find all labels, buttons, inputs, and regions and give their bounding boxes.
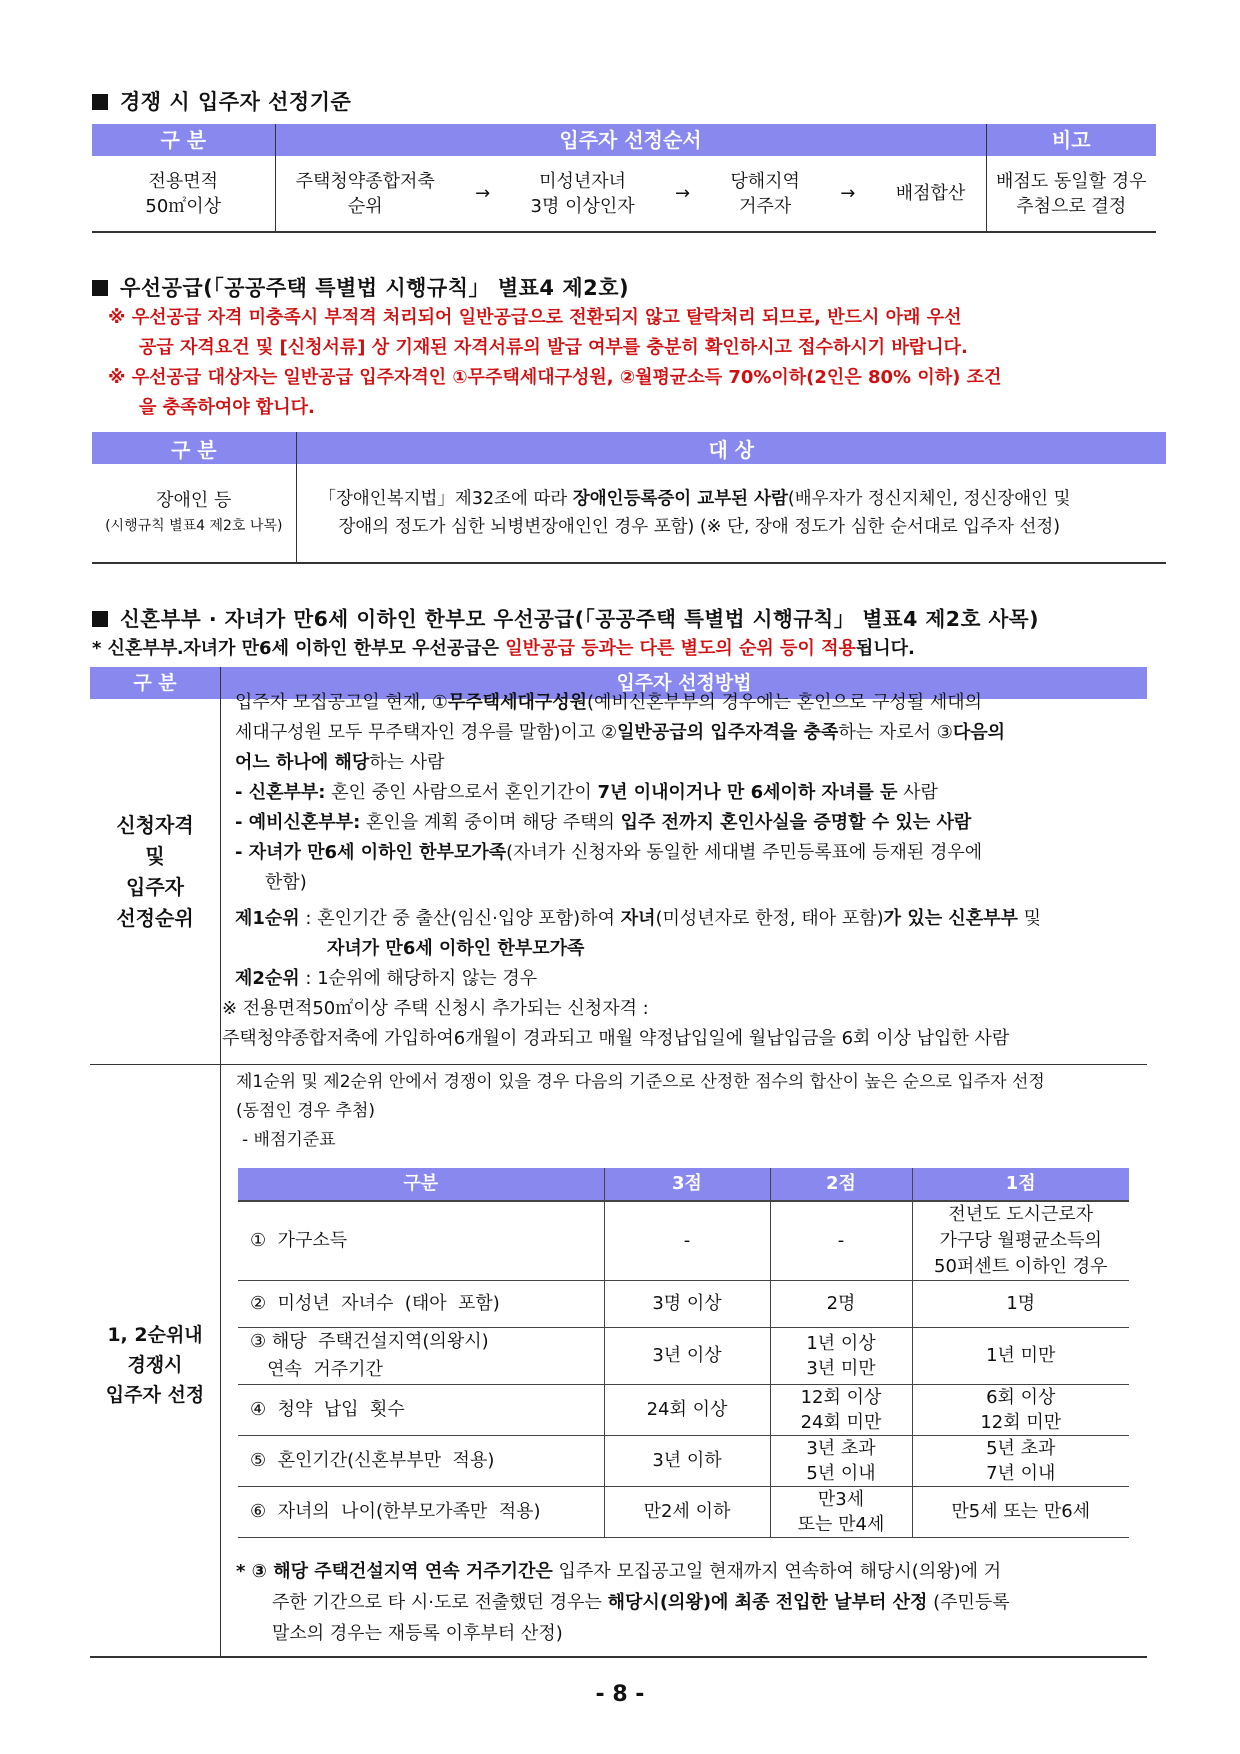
table-header: 비고 [986, 124, 1156, 156]
competition-label: 1, 2순위내 경쟁시 입주자 선정 [105, 1324, 205, 1406]
table-cell: ① 가구소득 [238, 1201, 604, 1281]
priority-supply-table [92, 432, 1166, 564]
flow-step: 미성년자녀 3명 이상인자 [530, 170, 635, 217]
table-cell: 1년 이상 3년 미만 [770, 1328, 912, 1385]
section3-subnote: * 신혼부부․자녀가 만6세 이하인 한부모 우선공급은 일반공급 등과는 다른 별도의 순위 등이 적용됩니다. [92, 638, 915, 659]
square-bullet-icon [92, 611, 108, 627]
table-row [238, 1281, 1129, 1328]
table-bottom-border [90, 1656, 1147, 1658]
table-cell: - [604, 1201, 770, 1281]
square-bullet-icon [92, 94, 108, 110]
list-item: - 자녀가 만6세 이하인 한부모가족(자녀가 신청자와 동일한 세대별 주민등록표에 등재된 경우에 [235, 842, 983, 863]
note-cell: 배점도 동일할 경우 추첨으로 결정 [995, 170, 1147, 217]
warning-line: 을 충족하여야 합니다. [139, 397, 315, 418]
arrow-right-icon: → [674, 183, 691, 204]
selection-flow [276, 169, 986, 219]
table-cell: ⑥ 자녀의 나이(한부모가족만 적용) [238, 1487, 604, 1538]
section2-title: 우선공급(「공공주택 특별법 시행규칙」 별표4 제2호) [92, 272, 629, 302]
square-bullet-icon [92, 280, 108, 296]
table-header: 구 분 [92, 432, 296, 464]
table-cell: 5년 초과 7년 이내 [912, 1436, 1129, 1487]
table-cell: 3년 이하 [604, 1436, 770, 1487]
table-row [238, 1487, 1129, 1538]
eligibility-content: 입주자 모집공고일 현재, ①무주택세대구성원(예비신혼부부의 경우에는 혼인으로 구성될 세대의 세대구성원 모두 무주택자인 경우를 말함)이고 ②일반공급의 입주자격을 충족하는 자로서 ③다음의 어느 하나에 해당하는 사람 - 신혼부부: 혼인 중인 사람으로서 혼인기간이 7년 이내이거나 만 6세이하 자녀를 둔 사람 - 예비신혼부부: 혼인을 계획 중이며 해당 주택의 입주 전까지 혼인사실을 증명할 수 있는 사람 - 자녀가 만6세 이하인 한부모가족(자녀가 신청자와 동일한 세대별 주민등록표에 등재된 경우에 한함) 제1순위 : 혼인기간 중 출산(임신·입양 포함)하여 자녀(미성년자로 한정, 태아 포함)가 있는 신혼부부 및 자녀가 만6세 이하인 한부모가족 제2순위 : 1순위에 해당하지 않는 경우 ※ 전용면적50㎡이상 주택 신청시 추가되는 신청자격 : 주택청약종합저축에 가입하여6개월이 경과되고 매월 약정납입일에 월납입금을 6회 이상 납입한 사람 [235, 688, 1140, 1054]
score-table [238, 1168, 1129, 1538]
table-row [238, 1201, 1129, 1281]
table-row [238, 1328, 1129, 1385]
table-header: 구 분 [92, 124, 275, 156]
competition-criteria-table [92, 124, 1156, 233]
table-header: 3점 [604, 1168, 770, 1201]
target-cell: 「장애인복지법」제32조에 따라 장애인등록증이 교부된 사람(배우자가 정신지체인, 정신장애인 및 장애의 정도가 심한 뇌병변장애인인 경우 포함) (※ 단, 장애 정도가 심한 순서대로 입주자 선정) [318, 489, 1071, 537]
rank-2: 제2순위 : 1순위에 해당하지 않는 경우 [235, 968, 538, 989]
section3-title: 신혼부부 · 자녀가 만6세 이하인 한부모 우선공급(「공공주택 특별법 시행규칙」 별표4 제2호 사목) [92, 602, 1039, 632]
table-cell: 만5세 또는 만6세 [912, 1487, 1129, 1538]
table-cell: 3명 이상 [604, 1281, 770, 1328]
table-header: 2점 [770, 1168, 912, 1201]
table-header: 구 분 [90, 667, 221, 699]
table-cell: ④ 청약 납입 횟수 [238, 1385, 604, 1436]
competition-intro: 제1순위 및 제2순위 안에서 경쟁이 있을 경우 다음의 기준으로 산정한 점수의 합산이 높은 순으로 입주자 선정 (동점인 경우 추첨) - 배점기준표 [236, 1072, 1045, 1150]
table-header: 입주자 선정순서 [275, 124, 986, 156]
table-cell: 3년 이상 [604, 1328, 770, 1385]
column-divider [220, 699, 221, 1657]
table-cell: 만3세 또는 만4세 [770, 1487, 912, 1538]
table-cell: 2명 [770, 1281, 912, 1328]
list-item: - 신혼부부: 혼인 중인 사람으로서 혼인기간이 7년 이내이거나 만 6세이하 자녀를 둔 사람 [235, 782, 938, 803]
table-cell: ② 미성년 자녀수 (태아 포함) [238, 1281, 604, 1328]
flow-step: 당해지역 거주자 [730, 170, 800, 217]
score-footnote: * ③ 해당 주택건설지역 연속 거주기간은 입주자 모집공고일 현재까지 연속하여 해당시(의왕)에 거 주한 기간으로 타 시·도로 전출했던 경우는 해당시(의왕)에 최종 전입한 날부터 산정 (주민등록 말소의 경우는 재등록 이후부터 산정) [236, 1561, 1010, 1644]
warning-line: ※ 우선공급 대상자는 일반공급 입주자격인 ①무주택세대구성원, ②월평균소득 70%이하(2인은 80% 이하) 조건 [108, 367, 1002, 388]
table-cell: - [770, 1201, 912, 1281]
rank-1: 제1순위 : 혼인기간 중 출산(임신·입양 포함)하여 자녀(미성년자로 한정, 태아 포함)가 있는 신혼부부 및 [235, 908, 1042, 929]
table-row [238, 1436, 1129, 1487]
table-cell: 전년도 도시근로자 가구당 월평균소득의 50퍼센트 이하인 경우 [912, 1201, 1129, 1281]
table-cell: 6회 이상 12회 미만 [912, 1385, 1129, 1436]
table-cell: 1년 미만 [912, 1328, 1129, 1385]
row-divider [90, 1064, 1147, 1065]
list-item: - 예비신혼부부: 혼인을 계획 중이며 해당 주택의 입주 전까지 혼인사실을 증명할 수 있는 사람 [235, 812, 972, 833]
flow-step: 배점합산 [895, 183, 966, 204]
warning-line: 공급 자격요건 및 [신청서류] 상 기재된 자격서류의 발급 여부를 충분히 확인하시고 접수하시기 바랍니다. [139, 337, 968, 358]
table-header: 구분 [238, 1168, 604, 1201]
section1-title: 경쟁 시 입주자 선정기준 [92, 86, 351, 116]
eligibility-label: 신청자격 및 입주자 선정순위 [116, 813, 194, 930]
page-number: - 8 - [595, 1682, 645, 1707]
category-cell: 전용면적 50㎡이상 [92, 156, 275, 232]
flow-step: 주택청약종합저축 순위 [295, 170, 435, 217]
table-header: 1점 [912, 1168, 1129, 1201]
table-cell: 24회 이상 [604, 1385, 770, 1436]
warning-line: ※ 우선공급 자격 미충족시 부적격 처리되어 일반공급으로 전환되지 않고 탈락처리 되므로, 반드시 아래 우선 [108, 307, 962, 328]
selection-order-cell [275, 156, 986, 232]
table-cell: 만2세 이하 [604, 1487, 770, 1538]
table-cell: ⑤ 혼인기간(신혼부부만 적용) [238, 1436, 604, 1487]
arrow-right-icon: → [475, 183, 491, 204]
warning-notice [108, 303, 1178, 423]
category-cell: 장애인 등 (시행규칙 별표4 제2호 나목) [92, 464, 296, 563]
table-header: 대 상 [296, 432, 1166, 464]
table-header: 입주자 선정방법 [221, 667, 1147, 699]
table-row [238, 1385, 1129, 1436]
table-cell: ③ 해당 주택건설지역(의왕시) 연속 거주기간 [238, 1328, 604, 1385]
table-cell: 1명 [912, 1281, 1129, 1328]
arrow-right-icon: → [840, 183, 856, 204]
table-cell: 3년 초과 5년 이내 [770, 1436, 912, 1487]
table-cell: 12회 이상 24회 미만 [770, 1385, 912, 1436]
